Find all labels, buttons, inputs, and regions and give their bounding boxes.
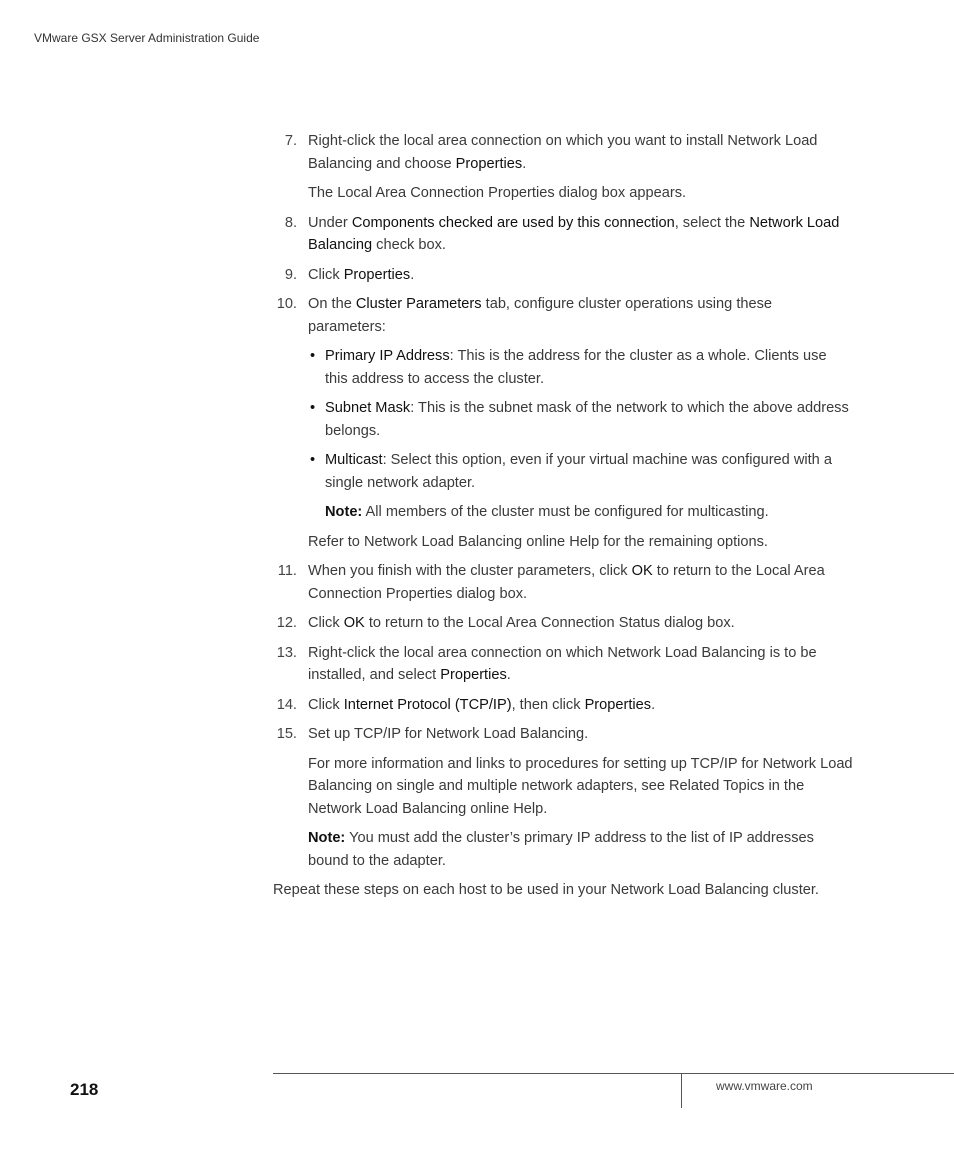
closing-paragraph: Repeat these steps on each host to be used in your Network Load Balancing cluster. — [273, 882, 819, 898]
step-8: 8. Under Components checked are used by this connection, select the Network Load Balancing check box. — [273, 212, 853, 257]
ui-term: Properties — [455, 155, 523, 172]
step-10-followup: Refer to Network Load Balancing online Help for the remaining options. — [308, 533, 768, 550]
step-11: 11. When you finish with the cluster parameters, click OK to return to the Local Area Connection Properties dialog box. — [273, 560, 853, 605]
step-number: 15. — [276, 726, 297, 742]
ui-term: Properties — [440, 667, 507, 683]
ui-term: OK — [343, 615, 365, 631]
bullet-icon: • — [310, 452, 316, 468]
step-number: 11. — [277, 563, 297, 579]
footer-rule — [273, 1073, 954, 1074]
step-7: 7. Right-click the local area connection on which you want to install Network Load Balancing and choose Properties. — [273, 130, 853, 175]
step-15-more-info: For more information and links to procedures for setting up TCP/IP for Network Load Balancing on single and multiple network adapters, see Related Topics in the Network Load Balancing online Help. — [308, 755, 853, 817]
bullet-item: • Subnet Mask: This is the subnet mask of the network to which the above address belongs. — [273, 397, 853, 442]
bullet-icon: • — [310, 400, 316, 416]
footer-divider — [681, 1073, 682, 1108]
step-number: 14. — [276, 696, 297, 713]
step-14: 14. Click Internet Protocol (TCP/IP), then click Properties. — [273, 694, 853, 717]
bullet-item: • Primary IP Address: This is the address for the cluster as a whole. Clients use this address to access the cluster. — [273, 345, 853, 390]
ui-term: Properties — [343, 266, 411, 283]
ui-term: Internet Protocol (TCP/IP) — [343, 696, 512, 713]
step-15-note: Note: You must add the cluster’s primary IP address to the list of IP addresses bound to the adapter. — [308, 830, 814, 869]
footer-url: www.vmware.com — [716, 1079, 813, 1093]
ui-term: Components checked are used by this connection — [351, 214, 675, 231]
running-header: VMware GSX Server Administration Guide — [34, 31, 260, 45]
ui-term: Subnet Mask — [325, 400, 411, 416]
step-number: 8. — [284, 214, 297, 231]
step-number: 12. — [276, 615, 297, 631]
ui-term: Multicast — [325, 452, 383, 468]
step-number: 7. — [284, 133, 297, 149]
page-number: 218 — [70, 1080, 99, 1099]
step-number: 9. — [284, 266, 297, 283]
note-label: Note: — [308, 830, 346, 846]
ui-term: Network Load Balancing — [308, 214, 840, 253]
ui-term: OK — [631, 563, 653, 579]
multicast-note: Note: All members of the cluster must be configured for multicasting. — [325, 504, 769, 520]
step-15: 15. Set up TCP/IP for Network Load Balancing. — [273, 723, 853, 746]
step-10: 10. On the Cluster Parameters tab, configure cluster operations using these parameters: — [273, 293, 853, 338]
step-13: 13. Right-click the local area connection on which Network Load Balancing is to be installed, and select Properties. — [273, 642, 853, 687]
ui-term: Cluster Parameters — [355, 296, 482, 312]
ui-term: Properties — [584, 696, 652, 713]
step-number: 10. — [276, 296, 297, 312]
page-body — [273, 130, 853, 902]
bullet-item: • Multicast: Select this option, even if your virtual machine was configured with a single network adapter. — [273, 449, 853, 494]
bullet-icon: • — [310, 348, 316, 364]
step-number: 13. — [276, 644, 297, 661]
step-9: 9. Click Properties. — [273, 264, 853, 287]
note-label: Note: — [325, 504, 363, 520]
ui-term: Primary IP Address — [325, 348, 450, 364]
step-12: 12. Click OK to return to the Local Area Connection Status dialog box. — [273, 612, 853, 635]
step-7-result: The Local Area Connection Properties dialog box appears. — [308, 185, 687, 201]
